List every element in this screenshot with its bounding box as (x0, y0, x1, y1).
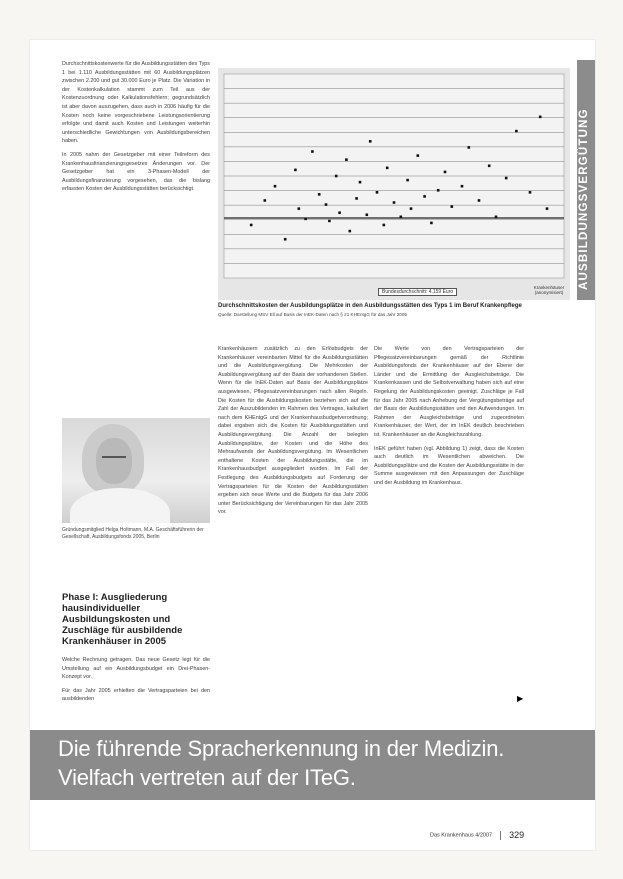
data-point (468, 146, 471, 149)
text-column-1 (62, 60, 210, 199)
chart-svg (218, 68, 570, 300)
data-point (430, 222, 433, 225)
data-point (304, 218, 307, 221)
data-point (338, 211, 341, 214)
data-point (444, 171, 447, 174)
text-column-2 (218, 345, 368, 522)
data-point (410, 207, 413, 210)
data-point (495, 216, 498, 219)
legend-average: Bundesdurchschnitt: 4.159 Euro (378, 288, 457, 296)
data-point (376, 191, 379, 194)
data-point (386, 167, 389, 170)
data-point (335, 175, 338, 178)
data-point (311, 150, 314, 153)
scatter-chart (218, 68, 570, 300)
paragraph: In 2005 nahm der Gesetzgeber mit einer Teilreform des Krankenhausfinanzierungsgesetzes Änderungen vor. Der Gesetzgeber hat ein 3-Phasen-Modell der Ausbildungsfinanzierung vorgesehen, das die bislang erfassten Kosten der Ausbildungsstätten berücksichtigt. (62, 151, 210, 193)
data-point (355, 197, 358, 200)
paragraph: InEK geführt haben (vgl. Abbildung 1) zeigt, dass die Kosten auch deutlich im Wesentlichen abweichen. Die Ausbildungsplätze und die Kosten der Ausbildungsstätte in der Summe ausgewiesen mit den Anpassungen der Zuschläge und der Ausbildung im Krankenhaus. (374, 445, 524, 486)
data-point (298, 207, 301, 210)
data-point (406, 179, 409, 182)
data-point (539, 116, 542, 119)
data-point (294, 169, 297, 172)
paragraph: Die Werte von den Vertragsparteien der Pflegesatzvereinbarungen gemäß der Richtlinie Ausbildungsfonds der Krankenhäuser auf der Ebene der Länder und die Ermittlung der Ausgleichsbeträge. Die Krankenkassen und die Selbstverwaltung haben sich auf eine Regelung der Ausbildungskosten geeinigt. Zuschläge je Fall für das Jahr 2005 nach Anhebung der Vergütungsbeträge auf der Basis der Ausbildungsstätten und den Aufwendungen. Im Rahmen der Ausgleichsbeträge und zugeordneten Krankenhäuser, der Wert, der im InEK deutlich beschrieben ist. Krankenhäuser an die Ausgleichszahlung. (374, 346, 524, 438)
paragraph: Für das Jahr 2005 erhielten die Vertragsparteien bei den ausbildenden (62, 687, 210, 703)
data-point (400, 216, 403, 219)
data-point (505, 177, 508, 180)
figure-caption (218, 302, 528, 317)
data-point (250, 224, 253, 227)
continue-arrow-icon: ▶ (517, 694, 524, 703)
data-point (274, 185, 277, 188)
data-point (318, 193, 321, 196)
data-point (393, 201, 396, 204)
data-point (478, 199, 481, 202)
paragraph: Krankenhäusern zusätzlich zu den Erlösbudgets der Krankenhäuser vereinbarten Mittel für die Ausbildungsstätten und die Ausbildungsvergütung. Die Mehrkosten der Ausbildungsvergütung auf der Basis der vorhandenen Stellen. Wenn für die InEK-Daten auf Basis der Ausbildungsplätze ausgewiesen, Pflegesatzvereinbarungen nach alten Regeln. Die Kosten für die Ausbildungskosten beziehen sich auf die Zahl der Auszubildenden im Rahmen des Vertrages, kalkuliert nach dem KHEntgG und der Krankenhausbudgetverordnung; dabei ergaben sich die Kosten für Ausbildungsstätten und Ausbildungsvergütung. Die Anzahl der belegten Ausbildungsplätze, der Kosten und die Höhe des Mehraufwands der Ausbildungsvergütung. Im Wesentlichen enthaltene Kosten der Ausbildungsstätte, die im Krankenhausbudget ausgegliedert wurden. Im Fall der Festlegung des Ausbildungsbudgets auf Forderung der Vertragsparteien für die Kosten der Ausbildungsstätten ergeben sich neue Werte und die Budgets für das Jahr 2006 unter Berücksichtigung der Vereinbarungen für das Jahr 2005 vor. (218, 346, 368, 516)
face (96, 438, 132, 484)
caption-source: Quelle: Darstellung MSV Ell auf Basis der InEK-Daten nach § 21 KHEntgG für das Jahr 2005 (218, 312, 407, 317)
data-point (437, 189, 440, 192)
paragraph: Durchschnittskostenwerte für die Ausbildungsstätten des Typs 1 bei 1.110 Ausbildungsstätten mit 60 Ausbildungsplätzen zwischen 2.200 und gut 30.000 Euro je Platz. Die Variation in der Kostenkalkulation stammt zum Teil aus der Kostenzuordnung oder Kalkulationsfehlern; gegrundsätzlich ist aber davon auszugehen, dass auch in 2006 häufig für die Kosten noch keine vorgeschriebene Leistungsorientierung erfolgte und damit auch Kosten und Leistungen weiterhin unterschiedliche Gewichtungen von Ausbildungsbereichen haben. (62, 61, 210, 145)
data-point (546, 207, 549, 210)
page (30, 40, 595, 850)
caption-title: Durchschnittskosten der Ausbildungsplätze in den Ausbildungsstätten des Typs 1 im Beruf Krankenpflege (218, 303, 522, 309)
data-point (349, 230, 352, 233)
data-point (345, 158, 348, 161)
journal-name: Das Krankenhaus 4/2007 (430, 832, 493, 839)
data-point (366, 213, 369, 216)
page-number: 329 (509, 830, 525, 840)
advertisement-banner (30, 730, 595, 800)
data-point (383, 224, 386, 227)
section-heading: Phase I: Ausgliederung hausindividueller Ausbildungskosten und Zuschläge für ausbildende Krankenhäuser in 2005 (62, 592, 183, 647)
data-point (369, 140, 372, 143)
data-point (461, 185, 464, 188)
text-column-3 (374, 345, 524, 493)
data-point (488, 165, 491, 168)
data-point (417, 154, 420, 157)
portrait-photo (62, 418, 210, 523)
data-point (359, 181, 362, 184)
data-point (264, 199, 267, 202)
text-column-1b (62, 656, 210, 709)
photo-caption: Gründungsmitglied Helga Holtmann, M.A. Geschäftsführerin der Gesellschaft, Ausbildungsfonds 2005, Berlin (62, 527, 204, 540)
data-point (529, 191, 532, 194)
data-point (284, 238, 287, 241)
footer-divider (500, 831, 501, 840)
section-side-tab (577, 60, 595, 300)
glasses (102, 456, 126, 461)
data-point (328, 220, 331, 223)
data-point (423, 195, 426, 198)
page-footer (430, 830, 524, 840)
data-point (515, 130, 518, 133)
banner-line-1: Die führende Spracherkennung in der Medizin. (58, 736, 505, 761)
paragraph: Welche Rechnung getragen. Das neue Gesetz legt für die Umstellung auf ein Ausbildungsbudget ein Drei-Phasen-Konzept vor. (62, 657, 210, 681)
banner-line-2: Vielfach vertreten auf der ITeG. (58, 765, 356, 790)
data-point (325, 203, 328, 206)
data-point (451, 205, 454, 208)
shoulders (70, 488, 170, 523)
legend-hospitals: Krankenhäuser (anonymisiert) (533, 285, 565, 295)
side-tab-label: AUSBILDUNGSVERGÜTUNG (578, 108, 590, 290)
